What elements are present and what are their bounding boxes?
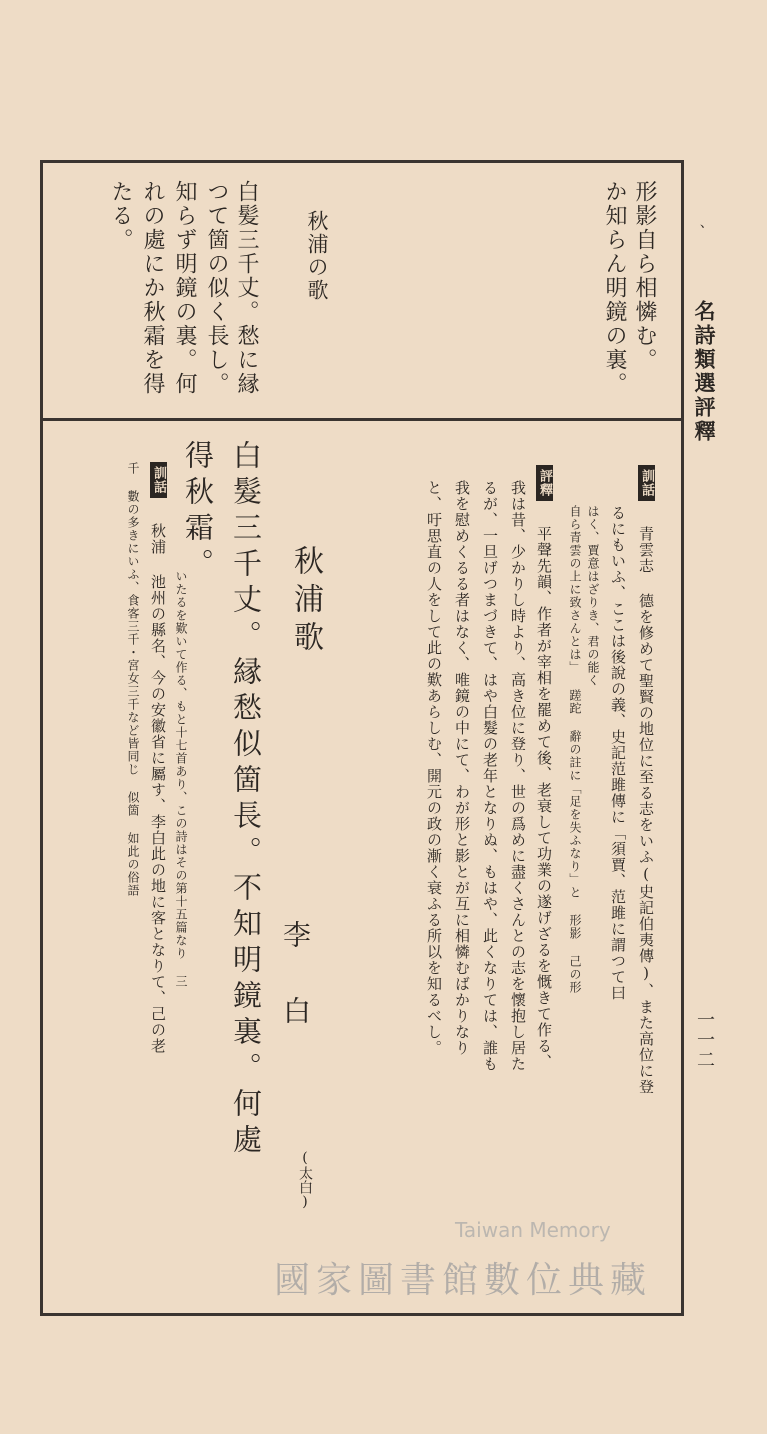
section-divider bbox=[40, 418, 684, 421]
page-number: 一一二 bbox=[694, 1010, 715, 1070]
commentary-label: 評釋 bbox=[536, 465, 553, 501]
commentary-line: るが、一旦げつまづきて、はや白髮の老年となりぬ、もはや、此くなりては、誰も bbox=[481, 480, 499, 1072]
commentary-column bbox=[536, 465, 553, 1070]
notes-prev-line: るにもいふ、ここは後說の義、史記范雎傳に「須賈、范雎に謂つて曰 bbox=[609, 505, 627, 1001]
poem-author: 李 白 bbox=[279, 920, 312, 1034]
poem-author-note: (太白) bbox=[297, 1150, 313, 1210]
commentary-line: 我を慰めくるる者はなく、唯鏡の中にて、わが形と影とが互に相憐むばかりなり bbox=[453, 480, 471, 1056]
notes-poem-line: 千 數の多きにいふ、食客三千・宮女三千など皆同じ 似箇 如此の俗語 bbox=[126, 462, 140, 897]
upper-prev-line: 形影自ら相憐む。 bbox=[632, 180, 657, 372]
watermark-sub: Taiwan Memory bbox=[455, 1218, 611, 1242]
notes-prev-line: 青雲志 德を修めて聖賢の地位に至る志をいふ(史記伯夷傳)、また高位に登 bbox=[637, 526, 655, 1095]
notes-label: 訓話 bbox=[150, 462, 167, 498]
upper-line: たる。 bbox=[108, 180, 133, 252]
notes-poem-line: 秋浦 池州の縣名、今の安徽省に屬す、李白此の地に客となりて、己の老 bbox=[149, 523, 167, 1054]
running-title: 名詩類選評釋 bbox=[692, 300, 717, 444]
upper-line: 白髪三千丈。愁に縁 bbox=[234, 180, 259, 396]
corner-mark: 、 bbox=[689, 224, 705, 238]
notes-prev-line: 自ら青雲の上に致さんとは」 蹉跎 辭の註に「足を失ふなり」と 形影 己の形 bbox=[568, 505, 582, 994]
notes-poem-line: いたるを歎いて作る、もと十七首あり、この詩はその第十五篇なり 三 bbox=[174, 570, 188, 988]
watermark: 國家圖書館數位典藏 bbox=[274, 1260, 653, 1301]
poem-title: 秋浦歌 bbox=[288, 545, 323, 659]
notes-prev-column bbox=[638, 465, 655, 1095]
upper-poem-title: 秋浦の歌 bbox=[305, 210, 329, 302]
notes-label: 訓話 bbox=[638, 465, 655, 501]
upper-line: 知らず明鏡の裏。何 bbox=[172, 180, 197, 396]
commentary-line: 我は昔、少かりし時より、高き位に登り、世の爲めに盡くさんとの志を懷抱し居た bbox=[509, 480, 527, 1072]
notes-poem-column bbox=[150, 462, 167, 1054]
commentary-line: と、吁思直の人をして此の歎あらしむ、開元の政の漸く衰ふる所以を知るべし。 bbox=[425, 480, 443, 1056]
notes-prev-line: はく、賈意はざりき、君の能く bbox=[586, 505, 600, 687]
upper-line: つて箇の似く長し。 bbox=[204, 180, 229, 396]
upper-line: れの處にか秋霜を得 bbox=[140, 180, 165, 396]
poem-line: 白髮三千丈。縁愁似箇長。不知明鏡裏。何處 bbox=[229, 440, 263, 1160]
commentary-line: 平聲先韻、作者が宰相を罷めて後、老衰して功業の遂げざるを慨きて作る、 bbox=[535, 526, 553, 1070]
upper-prev-line: か知らん明鏡の裏。 bbox=[602, 180, 627, 396]
poem-line: 得秋霜。 bbox=[181, 440, 215, 584]
